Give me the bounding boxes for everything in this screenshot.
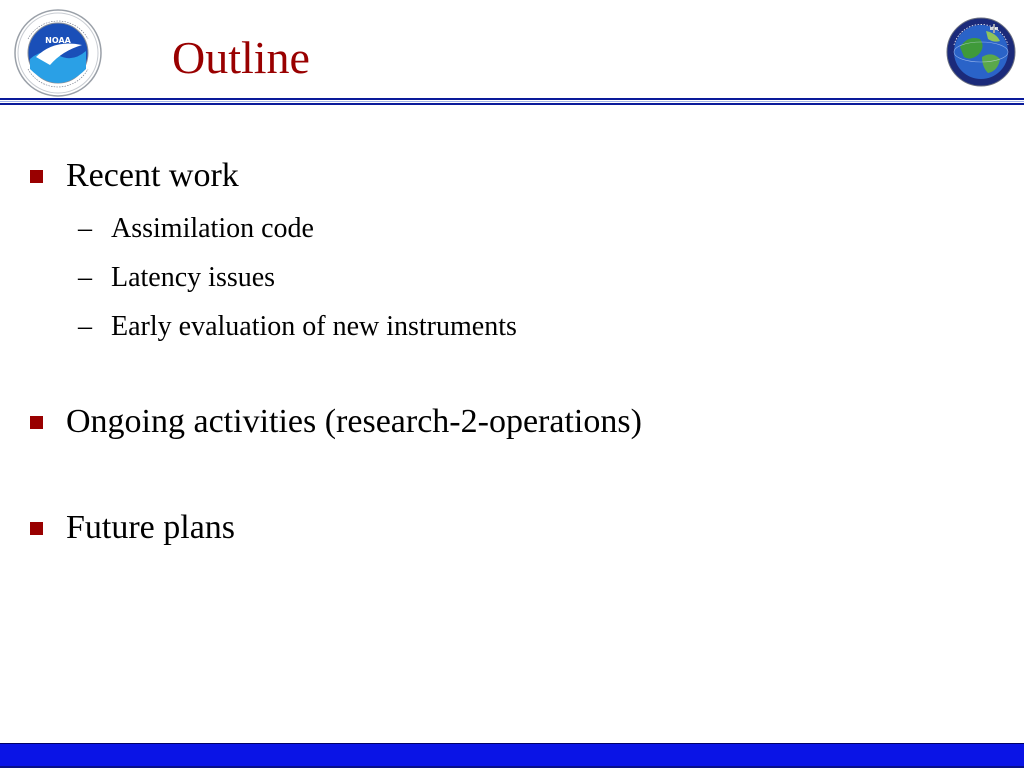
footer-bar (0, 743, 1024, 768)
sub-item (78, 310, 517, 344)
dash-bullet-icon: – (78, 262, 92, 293)
satellite-globe-logo-icon (946, 17, 1016, 87)
bullet-text: Future plans (66, 509, 236, 546)
noaa-logo-icon (14, 9, 102, 97)
bullet-item (30, 508, 235, 548)
square-bullet-icon (30, 170, 43, 183)
square-bullet-icon (30, 522, 43, 535)
sub-item-text: Early evaluation of new instruments (111, 311, 517, 342)
square-bullet-icon (30, 416, 43, 429)
dash-bullet-icon: – (78, 213, 92, 244)
header-rule-middle (0, 101, 1024, 102)
bullet-item (30, 402, 642, 442)
bullet-text: Ongoing activities (research-2-operations) (66, 403, 642, 440)
sub-item (78, 212, 314, 246)
dash-bullet-icon: – (78, 311, 92, 342)
bullet-item (30, 156, 239, 196)
slide-title: Outline (172, 32, 310, 83)
bullet-text: Recent work (66, 157, 239, 194)
sub-item-text: Latency issues (111, 262, 276, 293)
header-rule-top (0, 98, 1024, 100)
sub-item-text: Assimilation code (111, 213, 314, 244)
sub-item (78, 261, 275, 295)
header-rule-bottom (0, 103, 1024, 105)
svg-text:NOAA: NOAA (45, 36, 71, 45)
